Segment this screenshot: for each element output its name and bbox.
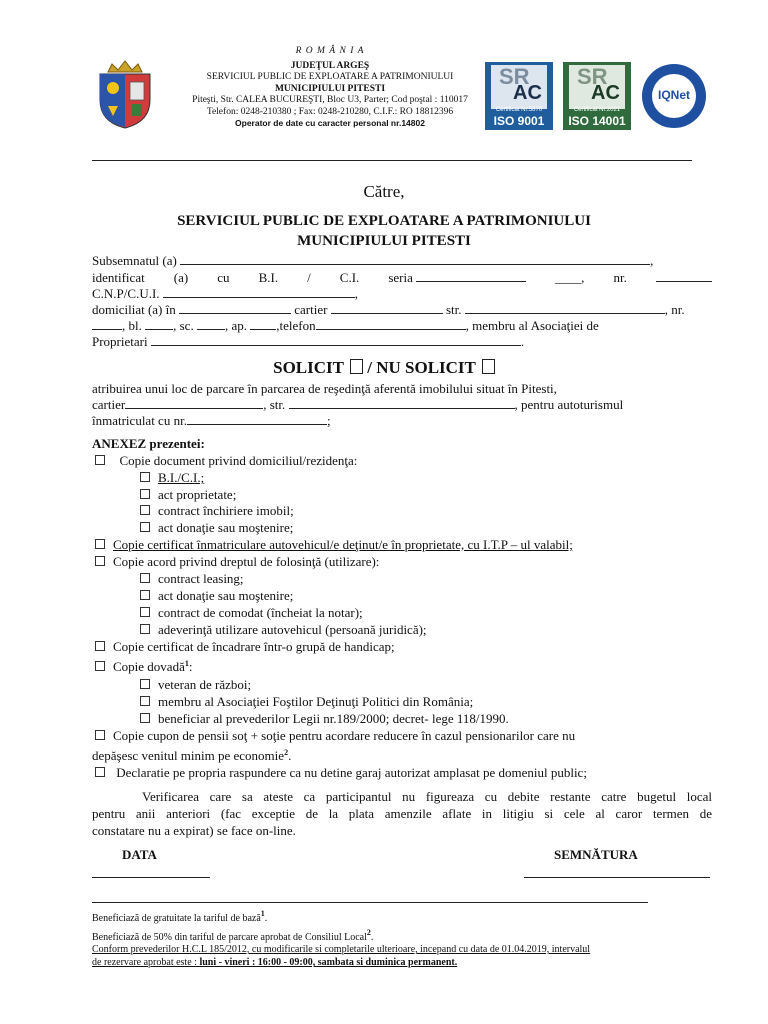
annex-3-item-2 <box>140 588 293 603</box>
series-field[interactable] <box>416 270 526 282</box>
apartment-label: , ap. <box>224 318 247 333</box>
annex-6-continued <box>92 745 291 763</box>
coat-of-arms-icon <box>94 58 156 130</box>
donation-label: act donaţie sau moştenire; <box>158 588 294 603</box>
proprietari-row: Proprietari . <box>92 334 525 349</box>
phone-field[interactable] <box>316 318 466 330</box>
staircase-field[interactable] <box>197 318 225 330</box>
annex-6-end: . <box>288 748 292 763</box>
locality-field[interactable] <box>179 302 291 314</box>
annex-7 <box>95 765 587 780</box>
slash-word: / <box>307 270 311 285</box>
str2-label: , str. <box>263 397 286 412</box>
footnote-3-line-2 <box>92 957 457 969</box>
series-tail: ____, <box>555 270 585 285</box>
donation-act-checkbox[interactable] <box>140 522 150 532</box>
a-word: (a) <box>173 270 189 285</box>
cnp-field[interactable] <box>163 286 355 298</box>
cu-word: cu <box>217 270 230 285</box>
annex-7-checkbox[interactable] <box>95 767 105 777</box>
annex-5-checkbox[interactable] <box>95 661 105 671</box>
solicit-label: SOLICIT <box>273 358 344 377</box>
date-field[interactable] <box>92 877 210 878</box>
cartier-label: cartier <box>294 302 328 317</box>
political-detainee-label: membru al Asociaţiei Foştilor Deţinuţi Politici din România; <box>158 694 474 709</box>
nu-solicit-checkbox[interactable] <box>482 359 495 374</box>
annex-6 <box>95 728 575 743</box>
signature-label: SEMNĂTURA <box>554 847 638 862</box>
registration-number-field[interactable] <box>187 413 327 425</box>
annex-3-item-3 <box>140 605 363 620</box>
annex-6-checkbox[interactable] <box>95 730 105 740</box>
footnote-2-text: Beneficiază de 50% din tariful de parcare aprobat de Consiliul Local <box>92 932 367 943</box>
annex-3-item-1 <box>140 571 244 586</box>
district-field[interactable] <box>331 302 443 314</box>
seria-word: seria <box>388 270 526 285</box>
annex-2-label: Copie certificat înmatriculare autovehicul/e deţinut/e în proprietate, cu I.T.P – ul valabil; <box>113 537 573 552</box>
name-field[interactable] <box>180 253 650 265</box>
house-number-field[interactable] <box>92 318 122 330</box>
verification-line-1: Verificarea care sa ateste ca participantul nu figureaza cu debite restante catre bugetul local <box>142 789 712 804</box>
annex-1-item-4 <box>140 520 293 535</box>
annex-2-checkbox[interactable] <box>95 539 105 549</box>
parking-district-field[interactable] <box>125 397 263 409</box>
annex-1-item-2 <box>140 487 236 502</box>
rental-contract-label: contract închiriere imobil; <box>158 503 294 518</box>
footnote-ref-1: 1 <box>184 659 189 668</box>
usage-certificate-checkbox[interactable] <box>140 624 150 634</box>
iso-14001-certificate-logo: SR AC Certificat Nr.2021 ISO 14001 <box>563 62 631 130</box>
block-field[interactable] <box>145 318 173 330</box>
leasing-label: contract leasing; <box>158 571 244 586</box>
annex-4-checkbox[interactable] <box>95 641 105 651</box>
annex-6-label-2: depăşesc venitul minim pe economie <box>92 748 285 763</box>
pentru-label: , pentru autoturismul <box>514 397 624 412</box>
domiciliat-label: domiciliat (a) în <box>92 302 176 317</box>
proprietari-label: Proprietari <box>92 334 148 349</box>
annex-5-item-1 <box>140 677 251 692</box>
apartment-field[interactable] <box>250 318 276 330</box>
ci-word: C.I. <box>339 270 360 285</box>
nr-word: nr. <box>613 270 627 285</box>
annex-7-label: Declaratie pe propria raspundere ca nu detine garaj autorizat amplasat pe domeniul public; <box>116 765 587 780</box>
solicit-checkbox[interactable] <box>350 359 363 374</box>
annex-3 <box>95 554 379 569</box>
annex-3-checkbox[interactable] <box>95 556 105 566</box>
law-beneficiary-label: beneficiar al prevederilor Legii nr.189/2000; decret- lege 118/1990. <box>158 711 509 726</box>
footnote-2 <box>92 927 373 944</box>
iso-9001-certificate-logo: SR AC Certificat Nr.5870 ISO 9001 <box>485 62 553 130</box>
subsemnatul-row: Subsemnatul (a) , <box>92 253 654 268</box>
annex-5-item-2 <box>140 694 473 709</box>
leasing-checkbox[interactable] <box>140 573 150 583</box>
recipient-to: Către, <box>363 182 405 201</box>
address-row-1 <box>92 302 685 317</box>
usage-certificate-label: adeverinţă utilizare autovehicul (persoană juridică); <box>158 622 427 637</box>
annex-3-item-4 <box>140 622 427 637</box>
iqnet-certified-logo: IQNet <box>640 62 708 130</box>
footnote-2-end: . <box>370 932 374 943</box>
annex-5-item-3 <box>140 711 509 726</box>
form-title-line-1: SERVICIUL PUBLIC DE EXPLOATARE A PATRIMONIULUI <box>177 213 591 229</box>
bi-ci-label: B.I./C.I.; <box>158 470 205 485</box>
nr-label: , nr. <box>664 302 685 317</box>
street-label: str. <box>445 302 462 317</box>
registration-row: înmatriculat cu nr. ; <box>92 413 331 428</box>
identity-row <box>92 270 712 285</box>
form-title-line-2: MUNICIPIULUI PITESTI <box>297 233 471 249</box>
association-field[interactable] <box>151 334 521 346</box>
property-act-checkbox[interactable] <box>140 489 150 499</box>
annex-4 <box>95 639 395 654</box>
annex-1-checkbox[interactable] <box>95 455 105 465</box>
annex-5-colon: : <box>188 659 193 674</box>
identificat-word: identificat <box>92 270 145 285</box>
footnote-1 <box>92 908 267 925</box>
comodat-label: contract de comodat (încheiat la notar); <box>158 605 363 620</box>
annex-4-label: Copie certificat de încadrare într-o grupă de handicap; <box>113 639 395 654</box>
id-number-field[interactable] <box>656 270 712 282</box>
bi-ci-checkbox[interactable] <box>140 472 150 482</box>
subsemnatul-label: Subsemnatul (a) <box>92 253 177 268</box>
membru-label: , membru al Asociaţiei de <box>465 318 599 333</box>
footnote-divider <box>92 902 648 903</box>
nu-solicit-label: / NU SOLICIT <box>367 358 476 377</box>
verification-line-3: constatare nu a expirat) se face on-line. <box>92 823 296 838</box>
solicit-choice <box>0 358 768 378</box>
political-detainee-checkbox[interactable] <box>140 696 150 706</box>
registration-label: înmatriculat cu nr. <box>92 413 187 428</box>
signature-field[interactable] <box>524 877 710 878</box>
law-beneficiary-checkbox[interactable] <box>140 713 150 723</box>
institution-name-2: MUNICIPIULUI PITESTI <box>274 83 386 94</box>
staircase-label: , sc. <box>173 318 194 333</box>
annex-1-item-1 <box>140 470 204 485</box>
bi-word: B.I. <box>258 270 279 285</box>
donation-act-label: act donaţie sau moştenire; <box>158 520 294 535</box>
parking-street-field[interactable] <box>289 397 515 409</box>
footnote-3-line-1: Conform prevederilor H.C.L 185/2012, cu modificarile si completarile ulterioare, incepand cu data de 01.04.2019, intervalul <box>92 944 591 955</box>
footnote-3-text: de rezervare aprobat este : <box>92 957 200 968</box>
footnote-2-marker: 2 <box>366 928 371 937</box>
phone-label: ,telefon <box>276 318 316 333</box>
comodat-checkbox[interactable] <box>140 607 150 617</box>
annex-1 <box>95 453 357 468</box>
annex-5 <box>95 656 192 674</box>
cnp-row: C.N.P/C.U.I. , <box>92 286 359 301</box>
allocation-text: atribuirea unui loc de parcare în parcarea de reşedinţă aferentă imobilului situat în Pitesti, <box>92 381 557 396</box>
letterhead <box>170 46 490 130</box>
date-label: DATA <box>122 847 157 862</box>
institution-name-1: SERVICIUL PUBLIC DE EXPLOATARE A PATRIMONIULUI <box>206 72 454 82</box>
footnote-3-schedule: luni - vineri : 16:00 - 09:00, sambata si duminica permanent. <box>199 957 458 968</box>
war-veteran-checkbox[interactable] <box>140 679 150 689</box>
header-divider <box>92 160 692 161</box>
property-act-label: act proprietate; <box>158 487 237 502</box>
annex-1-label: Copie document privind domiciliul/rezidenţa: <box>119 453 358 468</box>
address-row-2 <box>92 318 599 333</box>
war-veteran-label: veteran de război; <box>158 677 252 692</box>
footnote-1-marker: 1 <box>260 909 265 918</box>
county-name: JUDEŢUL ARGEŞ <box>290 60 370 71</box>
footnote-1-end: . <box>264 913 268 924</box>
footnote-ref-2: 2 <box>284 748 289 757</box>
street-field[interactable] <box>465 302 665 314</box>
footnote-1-text: Beneficiază de gratuitate la tariful de bază <box>92 913 261 924</box>
verification-line-2: pentru anii anteriori (fac exceptie de la plata amenzile aflate in litigiu si cele al caror termen de <box>92 806 712 821</box>
data-operator: Operator de date cu caracter personal nr.14802 <box>235 118 425 128</box>
cartier2-label: cartier <box>92 397 126 412</box>
annex-1-item-3 <box>140 503 294 518</box>
annex-5-label: Copie dovadă <box>113 659 185 674</box>
allocation-row-2 <box>92 397 623 412</box>
annex-heading: ANEXEZ prezentei: <box>92 436 205 451</box>
institution-contact: Telefon: 0248-210380 ; Fax: 0248-210280, C.I.F.: RO 18812396 <box>206 106 454 117</box>
annex-3-label: Copie acord privind dreptul de folosinţă (utilizare): <box>113 554 380 569</box>
block-label: , bl. <box>122 318 142 333</box>
cnp-label: C.N.P/C.U.I. <box>92 286 160 301</box>
annex-2 <box>95 537 573 552</box>
rental-contract-checkbox[interactable] <box>140 505 150 515</box>
annex-6-label-1: Copie cupon de pensii soţ + soţie pentru acordare reducere în cazul pensionarilor care nu <box>113 728 576 743</box>
institution-address: Piteşti, Str. CALEA BUCUREŞTI, Bloc U3, Parter; Cod poştal : 110017 <box>192 95 468 105</box>
country-name: R O M Â N I A <box>295 46 365 56</box>
donation-checkbox[interactable] <box>140 590 150 600</box>
